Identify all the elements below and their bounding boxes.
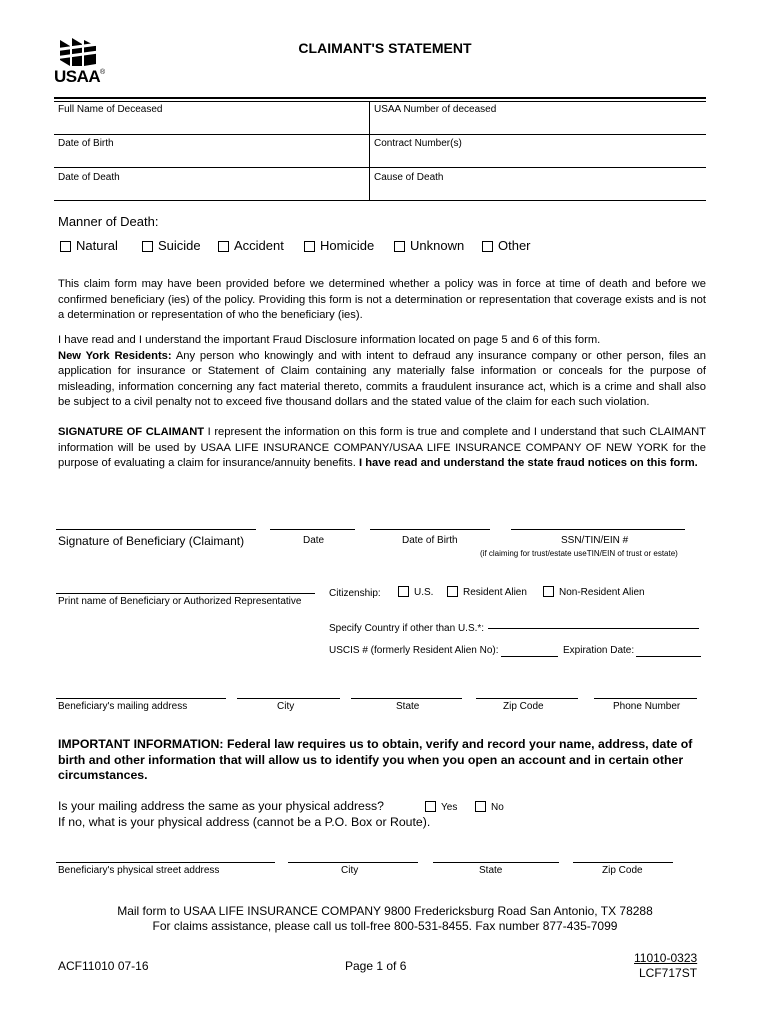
form-number: 11010-0323 [634,951,698,965]
page-title: CLAIMANT'S STATEMENT [298,40,472,56]
ssn-label: SSN/TIN/EIN # [561,535,629,546]
physical-address-label: Beneficiary's physical street address [58,865,220,876]
checkbox-no[interactable]: No [475,801,504,813]
form-code: ACF11010 07-16 [58,959,149,973]
mailing-phone-label: Phone Number [613,701,681,712]
citizenship-label: Citizenship: [329,588,381,599]
physical-state-label: State [479,865,503,876]
ny-residents-label: New York Residents: [58,349,172,362]
field-contract-number[interactable]: Contract Number(s) [374,138,462,149]
checkbox-icon [304,241,315,252]
checkbox-unknown[interactable]: Unknown [394,238,464,253]
disclaimer-paragraph: This claim form may have been provided before we determined whether a policy was in force at time of death and before we confirmed beneficiary (ies) of the policy. Providing this form is not a determination or representation that coverage exists and is not a determination or representation of who the beneficiary (ies). [58,278,706,321]
mailing-phone-line[interactable] [594,698,697,699]
fraud-disclosure-text: I have read and I understand the important Fraud Disclosure information located on page 5 and 6 of this form. [58,334,601,346]
checkbox-accident[interactable]: Accident [218,238,284,253]
print-name-line[interactable] [56,593,315,594]
claims-assistance: For claims assistance, please call us toll-free 800-531-8455. Fax number 877-435-7099 [152,919,618,933]
uscis-label: USCIS # (formerly Resident Alien No): [329,645,499,656]
logo-text: USAA [54,67,101,86]
signature-of-claimant-label: SIGNATURE OF CLAIMANT [58,426,205,438]
checkbox-icon [398,586,409,597]
checkbox-us[interactable]: U.S. [398,586,433,598]
checkbox-icon [142,241,153,252]
checkbox-suicide[interactable]: Suicide [142,238,201,253]
field-date-of-death[interactable]: Date of Death [58,172,120,183]
checkbox-icon [425,801,436,812]
mailing-zip-label: Zip Code [503,701,544,712]
table-bottom-border [54,200,706,201]
physical-address-followup: If no, what is your physical address (cannot be a P.O. Box or Route). [58,815,431,829]
physical-address-line[interactable] [56,862,275,863]
table-top-border [54,97,706,99]
physical-zip-label: Zip Code [602,865,643,876]
checkbox-icon [482,241,493,252]
date-line[interactable] [270,529,355,530]
ssn-line[interactable] [511,529,685,530]
uscis-line[interactable] [501,656,558,657]
checkbox-icon [447,586,458,597]
mailing-city-line[interactable] [237,698,340,699]
row-divider [54,134,706,135]
mailing-state-label: State [396,701,420,712]
checkbox-icon [60,241,71,252]
important-information: IMPORTANT INFORMATION: Federal law requires us to obtain, verify and record your name, address, date of birth and other information that will allow us to identify you when you open an account and in certain other circumstances. [58,737,693,782]
checkbox-non-resident-alien[interactable]: Non-Resident Alien [543,586,645,598]
physical-city-line[interactable] [288,862,418,863]
field-date-of-birth[interactable]: Date of Birth [58,138,114,149]
checkbox-icon [218,241,229,252]
mailing-zip-line[interactable] [476,698,578,699]
row-divider [54,167,706,168]
physical-address-question: Is your mailing address the same as your physical address? [58,799,385,813]
expiration-line[interactable] [636,656,701,657]
checkbox-icon [543,586,554,597]
dob-line[interactable] [370,529,490,530]
mailing-state-line[interactable] [351,698,462,699]
mailing-address-line[interactable] [56,698,226,699]
physical-state-line[interactable] [433,862,559,863]
form-sub-number: LCF717ST [639,966,698,980]
page-number: Page 1 of 6 [345,959,407,973]
signature-line[interactable] [56,529,256,530]
physical-zip-line[interactable] [573,862,673,863]
signature-paragraph [58,425,706,472]
ny-residents-text: Any person who knowingly and with intent to defraud any insurance company or other person, files an application for insurance or Statement of Claim containing any materially false information or conceals for the purpose of misleading, information concerning any fact material thereto, commits a fraudulent insurance act, which is a crime and shall also be subject to a civil penalty not to exceed five thousand dollars and the stated value of the claim for each such violation. [58,349,706,408]
mailing-address-label: Beneficiary's mailing address [58,701,188,712]
checkbox-homicide[interactable]: Homicide [304,238,374,253]
checkbox-yes[interactable]: Yes [425,801,457,813]
table-divider [369,101,370,200]
field-usaa-number[interactable]: USAA Number of deceased [374,104,497,115]
ssn-note: (if claiming for trust/estate useTIN/EIN of trust or estate) [480,549,678,558]
state-fraud-notice: I have read and understand the state fraud notices on this form. [359,457,698,469]
checkbox-icon [394,241,405,252]
mail-instructions: Mail form to USAA LIFE INSURANCE COMPANY 9800 Fredericksburg Road San Antonio, TX 78288 [117,904,653,918]
expiration-label: Expiration Date: [563,645,635,656]
logo-mark: ® [100,69,106,76]
field-cause-of-death[interactable]: Cause of Death [374,172,444,183]
dob-label: Date of Birth [402,535,458,546]
field-full-name-deceased[interactable]: Full Name of Deceased [58,104,163,115]
date-label: Date [303,535,325,546]
checkbox-icon [475,801,486,812]
mailing-city-label: City [277,701,295,712]
specify-country-label: Specify Country if other than U.S.*: [329,623,485,634]
signature-label: Signature of Beneficiary (Claimant) [58,534,245,548]
physical-city-label: City [341,865,359,876]
table-top-border-2 [54,101,706,102]
manner-label: Manner of Death: [58,214,159,229]
checkbox-natural[interactable]: Natural [60,238,118,253]
signature-of-claimant-text: I represent the information on this form is true and complete and I understand that such CLAIMANT information will be used by USAA LIFE INSURANCE COMPANY/USAA LIFE INSURANCE COMPANY OF NEW YORK for the purpose of evaluating a claim for insurance/annuity benefits. [58,426,706,469]
fraud-disclosure-paragraph [58,333,706,411]
checkbox-resident-alien[interactable]: Resident Alien [447,586,527,598]
checkbox-other[interactable]: Other [482,238,531,253]
specify-country-line[interactable] [488,628,699,629]
print-name-label: Print name of Beneficiary or Authorized Representative [58,596,302,607]
